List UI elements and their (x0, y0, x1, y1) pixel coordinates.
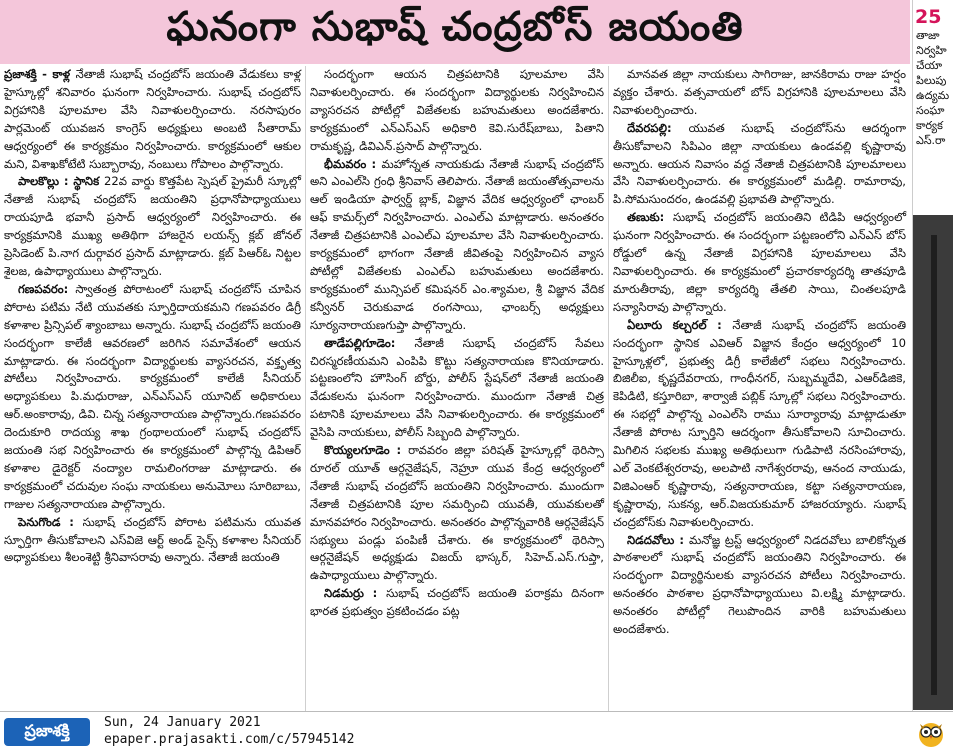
epaper-url[interactable]: epaper.prajasakti.com/c/57945142 (104, 732, 355, 747)
paragraph-text: నేతాజీ సుభాష్ చంద్రబోస్ జయంతి వేడుకలు కాళ్ల హైస్కూల్లో శనివారం ఘనంగా నిర్వహించారు. సుభాష్ చంద్రబోస్ విగ్రహానికి పూలమాల వేసి నివాళులర్పించారు. నరసాపురం పార్లమెంట్ యువజన కాంగ్రెస్ అధ్యక్షులు అంబటి సీతారామ్ ఆధ్వర్యంలో ఈ కార్యక్రమం నిర్వహించారు. కార్యక్రమంలో ఆకుల మని, విశాఖకోటేటి సుబ్బారావు, నంబులు గోపాలం పాల్గొన్నారు. (4, 67, 301, 171)
prajasakti-logo[interactable]: ప్రజాశక్తి (4, 718, 90, 746)
adjacent-text-line: ఉద్యమ (916, 89, 950, 102)
article-paragraph (310, 585, 604, 621)
owl-mascot-icon[interactable] (916, 718, 946, 748)
article-paragraph (310, 156, 604, 335)
paragraph-text: 22వ వార్డు కొత్తపేట స్పెషల్ ప్రైమరీ స్కూల్లో నేతాజీ సుభాష్ చంద్రబోస్ జయంతిని ప్రధానోపాధ్యాయులు రాయపూడి భవానీ ప్రసాద్ ఆధ్వర్యంలో నిర్వహించారు. ఈ కార్యక్రమానికి ముఖ్య అతిథిగా హాజరైన లయన్స్ క్లబ్ జోనల్ ప్రెసిడెంట్ పి.నాగ దుర్గావర ప్రసాద్ మాట్లాడారు. క్లబ్ పిఆర్ఓ నిట్టల శైలజ, ఉపాధ్యాయులు పాల్గొన్నారు. (4, 174, 301, 278)
dateline: దేవరపల్లి: (627, 120, 689, 135)
adjacent-text-line: కార్యక (916, 119, 943, 132)
adjacent-article-text (913, 28, 953, 148)
dateline: పాలకొల్లు : స్థానిక (18, 174, 104, 189)
dateline: ఏలూరు కల్చరల్ : (627, 317, 733, 332)
article-paragraph (613, 66, 906, 120)
article-paragraph (613, 317, 906, 532)
article-paragraph (613, 209, 906, 316)
article-paragraph (613, 532, 906, 639)
paragraph-text: మనోజ్ఞ ట్రస్ట్ ఆధ్వర్యంలో నిడదవోలు బాలికోన్నత పాఠశాలలో సుభాష్ చంద్రబోస్ జయంతిని నిర్వహించారు. ఈ సందర్భంగా విద్యార్థినులకు వ్యాసరచన పోటీలు నిర్వహించారు. అనంతరం పాఠశాల ప్రధానోపాధ్యాయులు వి.లక్ష్మి మాట్లాడారు. అనంతరం పోటీల్లో గెలుపొందిన వారికి బహుమతులు అందజేశారు. (613, 532, 906, 637)
paragraph-text: సుభాష్ చంద్రబోస్ జయంతిని టిడిపి ఆధ్వర్యంలో ఘనంగా నిర్వహించారు. ఈ సందర్భంగా పట్టణంలోని ఎన్ఎస్ బోస్ రోడ్డులో ఉన్న నేతాజీ విగ్రహానికి పూలమాలలు వేసి నివాళులర్పించారు. ఈ కార్యక్రమంలో ప్రచారకార్యదర్శి తాతపూడి మారుతీరావు, జిల్లా కార్యదర్శి తేతలి సాయి, చింతలపూడి సన్యాసిరావు పాల్గొన్నారు. (613, 210, 906, 314)
article-paragraph (310, 442, 604, 585)
article-column-3 (608, 66, 910, 711)
paragraph-text: రావవరం జిల్లా పరిషత్ హైస్కూల్లో థెరిస్సా రూరల్ యూత్ ఆర్గనైజేషన్, నెహ్రూ యువ కేంద్ర ఆధ్వర్యంలో నేతాజీ సుభాష్ చంద్రబోస్ జయంతిని నిర్వహించారు. ముందుగా నేతాజీ చిత్రపటానికి పూల సమర్పించి యువతీ, యువకులతో మానవహారం నిర్వహించారు. అనంతరం పాల్గొన్నవారికి ఆర్గనైజేషన్ సభ్యులు పండ్లు పంపిణీ చేశారు. ఈ కార్యక్రమంలో థెరిస్సా ఆర్గనైజేషన్ అధ్యక్షుడు విజయ్ భాస్కర్, సిహెచ్.ఎస్.గుప్తా, ఉపాధ్యాయులు పాల్గొన్నారు. (310, 443, 604, 583)
dateline: పెనుగొండ : (18, 514, 83, 529)
adjacent-text-line: చేయా (916, 59, 943, 72)
adjacent-text-line: సంఘా (916, 104, 945, 117)
paragraph-text: సుభాష్ చంద్రబోస్ జయంతి పరాక్రమ దినంగా భారత ప్రభుత్వం ప్రకటించడం పట్ల (310, 586, 604, 619)
paragraph-text: నేతాజీ సుభాష్ చంద్రబోస్ సేవలు చిరస్మరణీయమని ఎంపిపి కొట్టు సత్యనారాయణ కొనియాడారు. పట్టణంలోని హౌసింగ్ బోర్డు, పోలీస్ స్టేషన్‌లో నేతాజీ జయంతి వేడుకలను ఘనంగా నిర్వహించారు. ముందుగా నేతాజీ చిత్ర పటానికి పూలమాలలు వేసి నివాళులర్పించారు. ఈ కార్యక్రమంలో వైసిపి నాయకులు, పోలీస్ సిబ్బంది పాల్గొన్నారు. (310, 335, 604, 440)
footer (0, 711, 953, 753)
article-paragraph (4, 281, 301, 514)
page-number: 25 (915, 6, 942, 28)
paragraph-text: సుభాష్ చంద్రబోస్ పోరాట పటిమను యువత స్ఫూర్తిగా తీసుకోవాలని ఎస్‌విజె ఆర్ట్ అండ్ సైన్స్ కళాశాల సీనియర్ అధ్యాపకులు శీలంశెట్టి శ్రీనివాసరావు అన్నారు. నేతాజీ జయంతి (4, 514, 301, 565)
article-column-1 (0, 66, 305, 711)
adjacent-text-line: నిర్వహి (916, 44, 947, 57)
dateline: తాడేపల్లిగూడెం: (324, 335, 415, 350)
headline: ఘనంగా సుభాష్ చంద్రబోస్ జయంతి (0, 0, 910, 64)
article-body (0, 66, 910, 711)
dateline: గణపవరం: (18, 281, 76, 296)
article-paragraph (310, 66, 604, 156)
paragraph-text: స్వాతంత్ర పోరాటంలో సుభాష్ చంద్రబోస్ చూపిన పోరాట పటిమ నేటి యువతకు స్ఫూర్తిదాయకమని గణపవరం డిగ్రీ కళాశాల ప్రిన్సిపల్ శ్యాంబాబు అన్నారు. సుభాష్ చంద్రబోస్ జయంతి సందర్భంగా కాలేజీ ఆవరణలో జరిగిన సమావేశంలో ఆయన మాట్లాడారు. ఈ సందర్భంగా విద్యార్థులకు వ్యాసరచన, వక్తృత్వ పోటీలు నిర్వహించారు. కార్యక్రమంలో కాలేజీ సీనియర్ అధ్యాపకులు పి.మధురాజు, ఎన్ఎస్ఎస్ యూనిట్ అధికారులు ఆర్.అంకారావు, డివి. చిన్న సత్యనారాయణ పాల్గొన్నారు.గణపవరం దెందుకూరి రాదయ్య శాఖ గ్రంథాలయంలో సుభాష్ చంద్రబోస్ జయంతి సభ నిర్వహించారు ఈ కార్యక్రమంలో పాల్గొన్న డిపిఆర్ కళాశాల డైరెక్టర్ నంద్యాల రామలింగరాజు మాట్లాడారు. ఈ కార్యక్రమంలో చదువుల సంఘ నాయకులు అనుమోలు సూరిబాబు, గాజుల సత్యనారాయణ పాల్గొన్నారు. (4, 281, 301, 511)
article-paragraph (310, 335, 604, 442)
adjacent-photo (913, 215, 953, 710)
dateline: కొయ్యలగూడెం : (324, 443, 409, 458)
article-paragraph (4, 514, 301, 568)
article-paragraph (4, 66, 301, 173)
adjacent-article-strip (912, 0, 953, 752)
edition-date: Sun, 24 January 2021 (104, 715, 261, 730)
adjacent-text-line: పిలుపు (916, 74, 947, 87)
article-column-2 (305, 66, 608, 711)
paragraph-text: మానవత జిల్లా నాయకులు సాగిరాజు, జానకిరామ రాజు హర్షం వ్యక్తం చేశారు. వత్సవాయలో బోస్ విగ్రహానికి పూలమాలలు వేసి నివాళులర్పించారు. (613, 67, 906, 117)
article-paragraph (613, 120, 906, 210)
paragraph-text: మహోన్నత నాయకుడు నేతాజీ సుభాష్ చంద్రబోస్ అని ఎంఎల్‌సి గ్రంధి శ్రీనివాస్ తెలిపారు. నేతాజీ జయంతోత్సవాలను ఆల్ ఇండియా ఫార్వర్డ్ బ్లాక్, విజ్ఞాన వేదిక ఆధ్వర్యంలో ఛాంబర్ ఆఫ్ కామర్స్‌లో నిర్వహించారు. ఎంఎల్‌ఎ మాట్లాడారు. అనంతరం నేతాజీ చిత్రపటానికి ఎంఎల్‌ఎ పూలమాల వేసి నివాళులర్పించారు. కార్యక్రమంలో భాగంగా నేతాజీ జీవితంపై నిర్వహించిన వ్యాస పోటీల్లో విజేతలకు ఎంఎల్‌ఎ బహుమతులు అందజేశారు. కార్యక్రమంలో మున్సిపల్ కమిషనర్ ఎం.శ్యామల, శ్రీ విజ్ఞాన వేదిక కన్వీనర్ చెరుకువాడ రంగసాయి, ఛాంబర్స్ అధ్యక్షులు సూర్యనారాయణగుప్తా పాల్గొన్నారు. (310, 156, 604, 332)
paragraph-text: యువత సుభాష్ చంద్రబోస్‌ను ఆదర్శంగా తీసుకోవాలని సిపిఎం జిల్లా నాయకులు ఉండవల్లి కృష్ణారావు అన్నారు. ఆయన నివాసం వద్ద నేతాజీ చిత్రపటానికి పూలమాలలు వేసి నివాళులర్పించారు. ఈ కార్యక్రమంలో మడిల్లి. రామారావు, పి.సోమసుందరం, ఉండవల్లి ప్రభావతి పాల్గొన్నారు. (613, 120, 907, 207)
paragraph-text: సందర్భంగా ఆయన చిత్రపటానికి పూలమాల వేసి నివాళులర్పించారు. ఈ సందర్భంగా విద్యార్థులకు నిర్వహించిన వ్యాసరచన పోటీల్లో విజేతలకు బహుమతులు అందజేశారు. కార్యక్రమంలో ఎన్ఎస్ఎస్ అధికారి కెవి.సురేష్‌బాబు, పితాని రామకృష్ణ, డివిఎన్.ప్రసాద్ పాల్గొన్నారు. (310, 67, 604, 153)
dateline: ప్రజాశక్తి - కాళ్ల (4, 67, 76, 81)
adjacent-text-line: తాజా (916, 29, 940, 42)
dateline: భీమవరం : (324, 156, 382, 171)
article-paragraph (4, 173, 301, 280)
dateline: నిడమర్రు : (324, 586, 387, 601)
dateline: తణుకు: (627, 210, 673, 225)
adjacent-text-line: ఎస్.రా (916, 134, 946, 147)
dateline: నిడదవోలు : (627, 532, 690, 547)
paragraph-text: నేతాజీ సుభాష్ చంద్రబోస్ జయంతి సందర్భంగా స్థానిక ఎవిఆర్ విజ్ఞాన కేంద్రం ఆధ్వర్యంలో 10 హైస్కూళ్లలో, ప్రభుత్వ డిగ్రీ కాలేజీలో సభలు నిర్వహించారు. బిజిలీఐ, కృష్ణదేవరాయ, గాంధీనగర్, సుబ్బమ్మదేవి, ఎఆర్‌డిజికె, కెపిడిటి, కస్తూరిబా, శార్వాజీ పబ్లిక్ స్కూల్లో సభలు నిర్వహించారు. ఈ సభల్లో పాల్గొన్న ఎంఎల్‌సి రాము సూర్యారావు మాట్లాడుతూ నేతాజీ పోరాట స్ఫూర్తిని ఆదర్శంగా తీసుకోవాలని సూచించారు. మిగిలిన సభలకు ముఖ్య అతిథులుగా గుడిపాటి నరసింహారావు, ఎల్ వెంకటేశ్వరరావు, అలపాటి నాగేశ్వరరావు, ఆనంద నాయుడు, విజిఎంఆర్ కృష్ణారావు, సత్యనారాయణ, కట్టా సత్యనారాయణ, కృష్ణారావు, సుకన్య, ఆర్.విజయకుమార్ హాజరయ్యారు. సుభాష్ చంద్రబోస్‌కు నివాళులర్పించారు. (613, 317, 907, 529)
